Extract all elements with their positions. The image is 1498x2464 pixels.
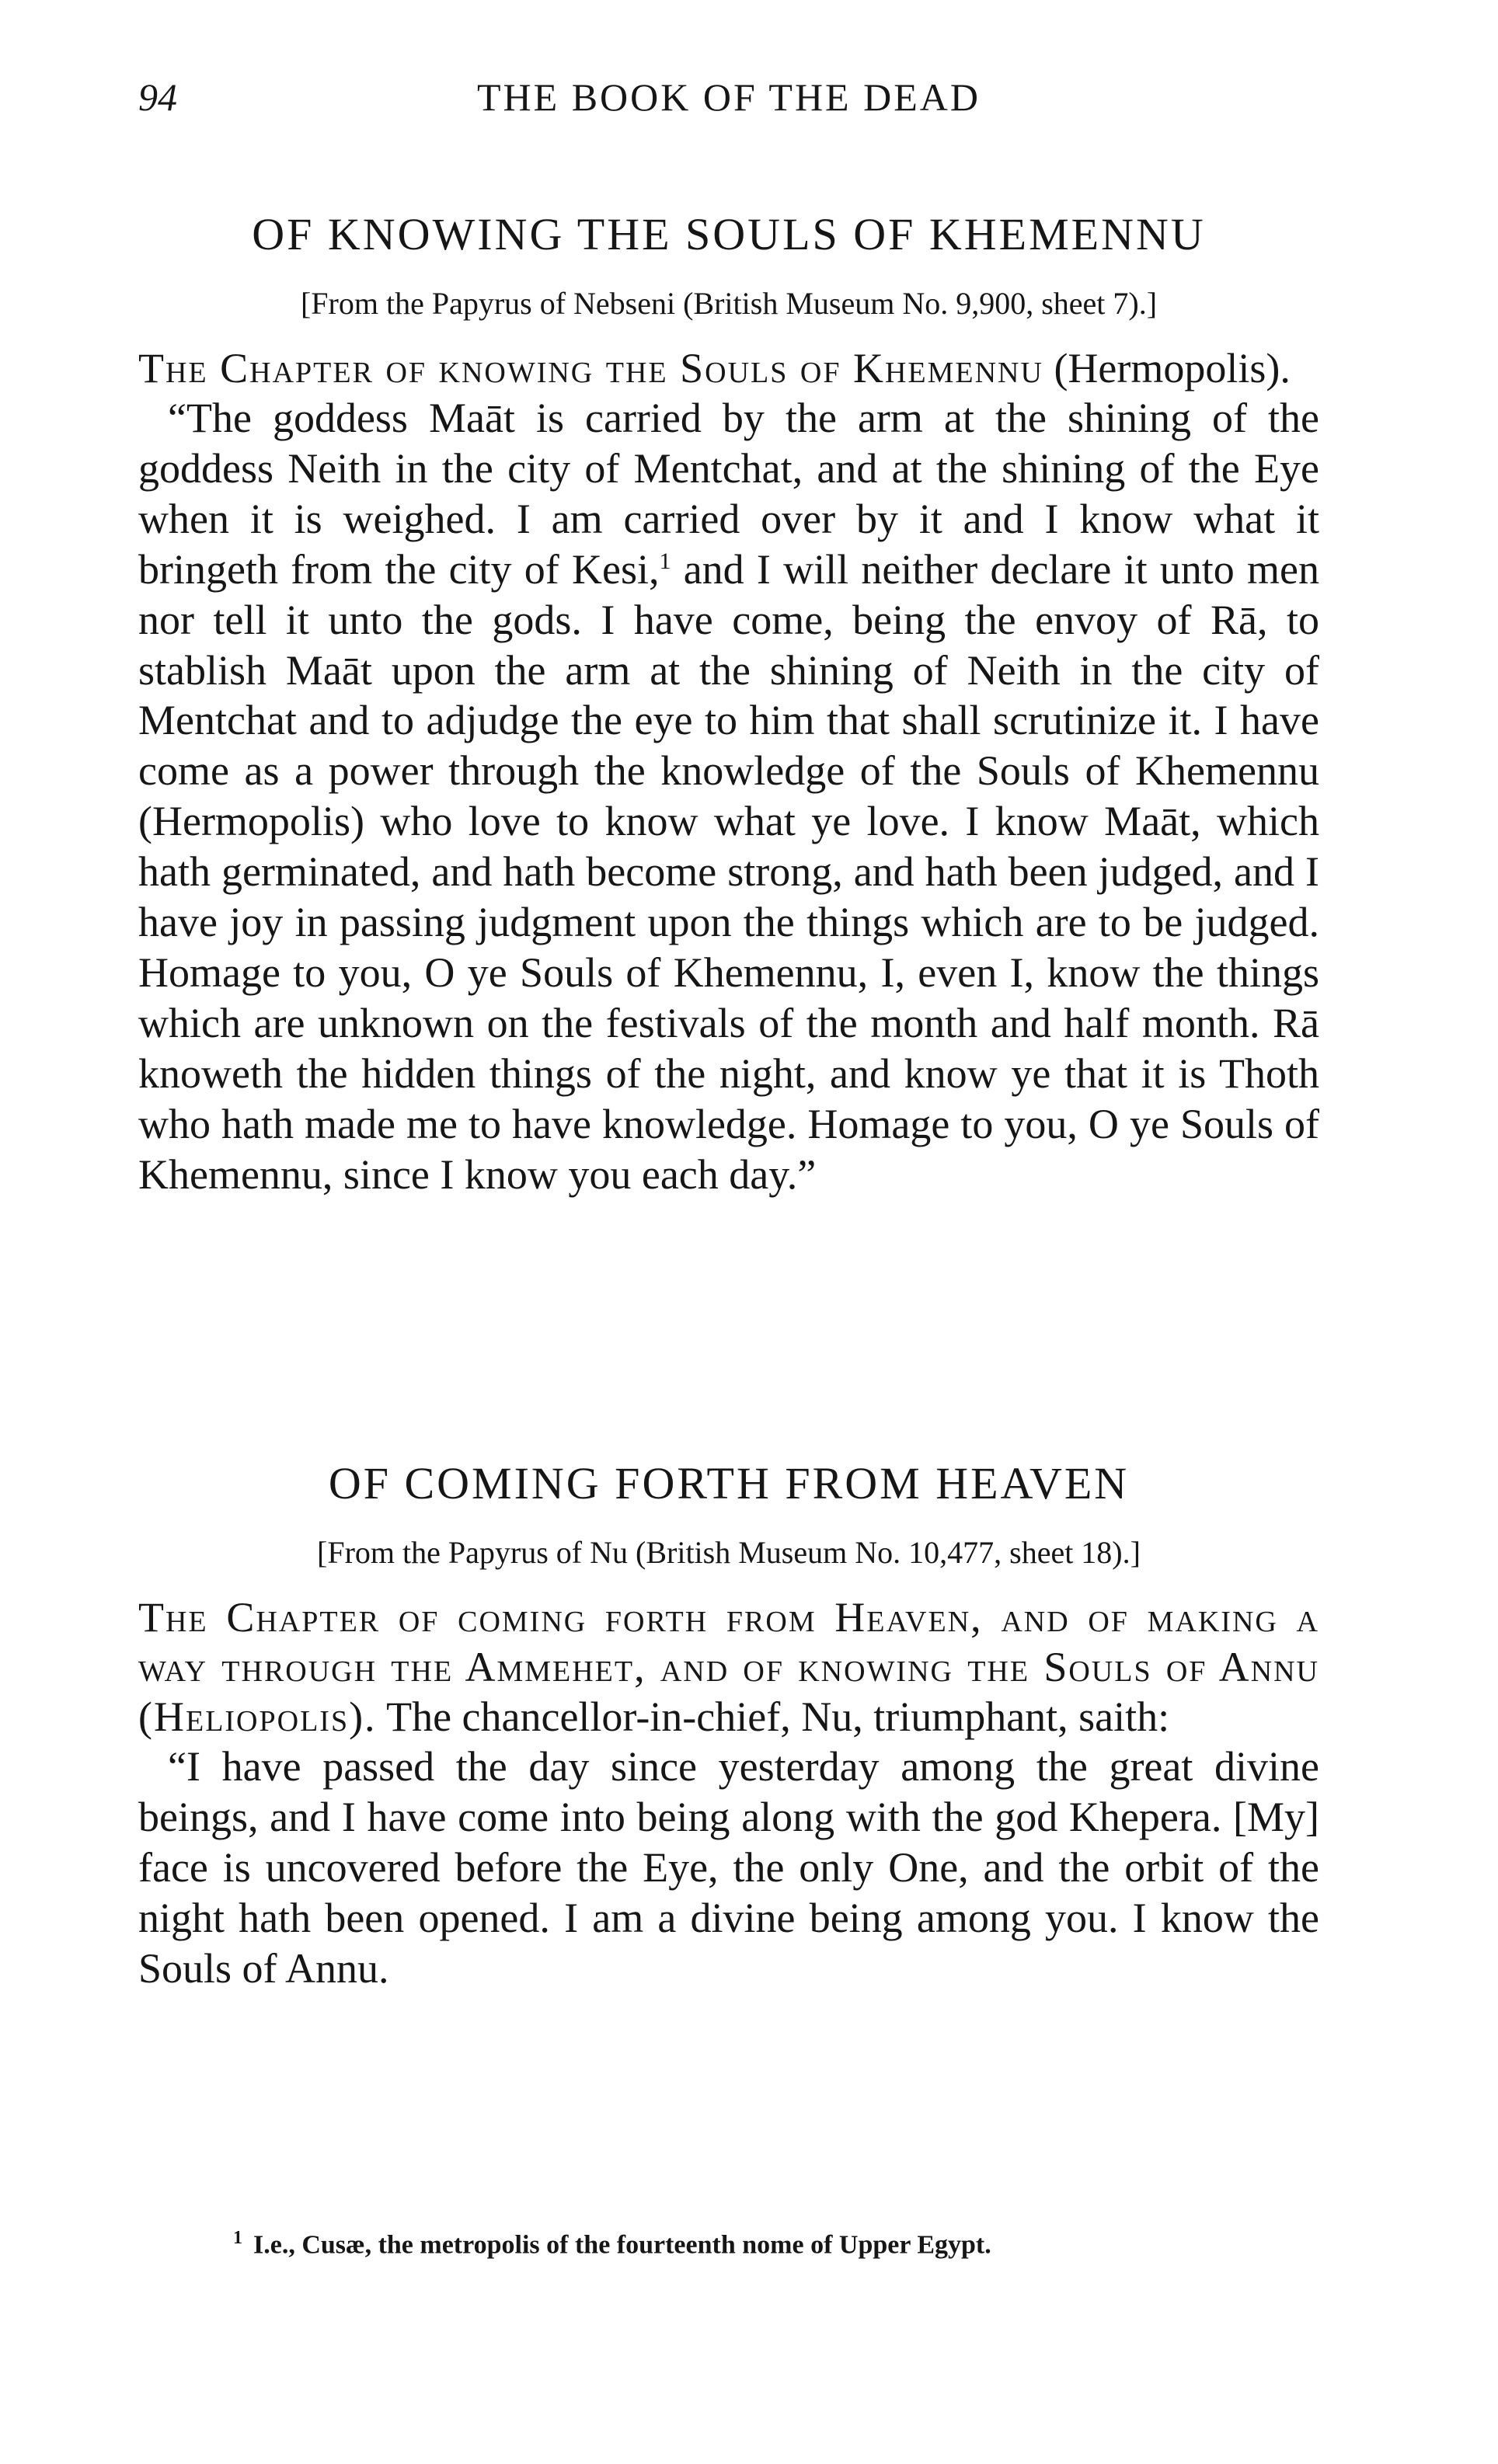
section-coming-forth-from-heaven [138,1457,1319,1994]
chapter-heading-tail: The chancellor-in-chief, Nu, triumphant, saith: [376,1693,1170,1740]
running-head [138,75,1319,129]
footnote-mark: 1 [233,2228,242,2248]
body-text: “The goddess Maāt is carried by the arm at the shining of the goddess Neith in the city of Mentchat, and at the shining of the Eye when it is weighed. I am carried over by it and I know what it bringeth from the city of Kesi, [138,395,1319,593]
body-paragraph [138,393,1319,1200]
body-paragraph: “I have passed the day since yesterday among the great divine beings, and I have come into being along with the god Khepera. [My] face is uncovered before the Eye, the only One, and the orbit of the night hath been opened. I am a divine being among you. I know the Souls of Annu. [138,1743,1319,1992]
chapter-heading-small-caps: The Chapter of coming forth from Heaven, and of making a way through the Ammehet, and of knowing the Souls of Annu (Heliopolis). [138,1594,1319,1740]
body-text-continued: and I will neither declare it unto men nor tell it unto the gods. I have come, being the envoy of Rā, to stablish Maāt upon the arm at the shining of Neith in the city of Mentchat and to adjudge the eye to him that shall scrutinize it. I have come as a power through the knowledge of the Souls of Khemennu (Hermopolis) who love to know what ye love. I know Maāt, which hath germinated, and hath become strong, and hath been judged, and I have joy in passing judgment upon the things which are to be judged. Homage to you, O ye Souls of Khemennu, I, even I, know the things which are unknown on the festivals of the month and half month. Rā knoweth the hidden things of the night, and know ye that it is Thoth who hath made me to have knowledge. Homage to you, O ye Souls of Khemennu, since I know you each day.” [138,545,1319,1198]
chapter-heading-tail: (Hermopolis). [1054,345,1291,392]
chapter-heading-small-caps: The Chapter of knowing the Souls of Khemennu [138,345,1043,392]
footnote [233,2228,991,2260]
footnote-text: I.e., Cusæ, the metropolis of the fourteenth nome of Upper Egypt. [253,2230,991,2260]
footnote-reference: 1 [659,548,671,574]
section-title: OF COMING FORTH FROM HEAVEN [328,1458,1130,1509]
chapter-heading [138,343,1319,393]
chapter-heading [138,1592,1319,1742]
source-citation: [From the Papyrus of Nebseni (British Museum No. 9,900, sheet 7).] [300,286,1158,321]
page-number: 94 [138,75,177,119]
section-knowing-souls-of-khemennu [138,208,1319,1200]
running-title: THE BOOK OF THE DEAD [477,75,981,119]
section-title: OF KNOWING THE SOULS OF KHEMENNU [252,209,1206,259]
source-citation: [From the Papyrus of Nu (British Museum No. 10,477, sheet 18).] [317,1535,1141,1570]
